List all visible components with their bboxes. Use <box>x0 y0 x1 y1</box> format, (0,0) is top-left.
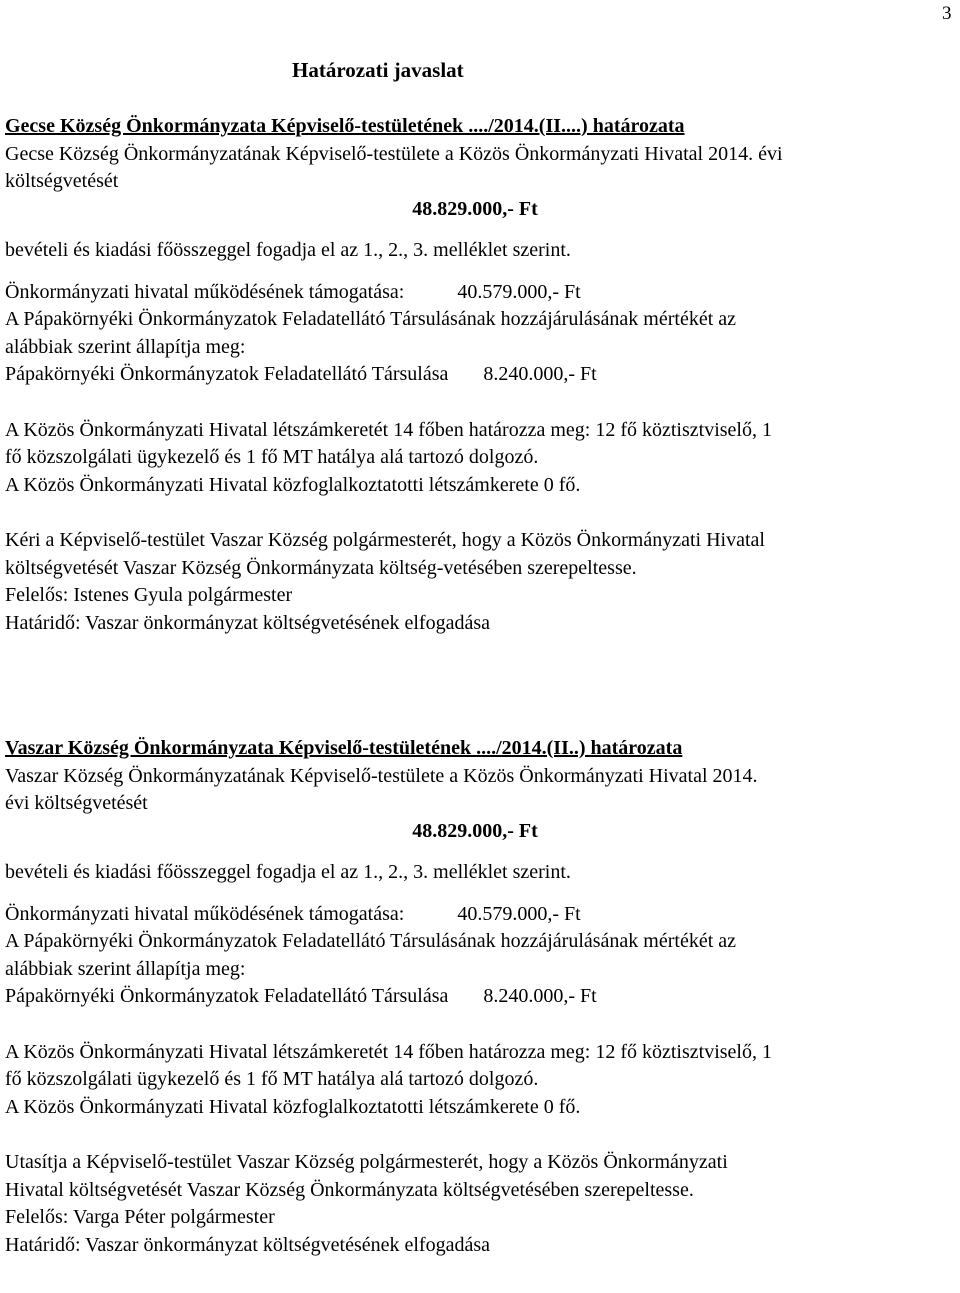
intro-line: költségvetését <box>5 170 119 192</box>
intro-line: Vaszar Község Önkormányzatának Képviselő-testülete a Közös Önkormányzati Hivatal 2014. <box>5 764 758 787</box>
contribution-line: A Pápakörnyéki Önkormányzatok Feladatellátó Társulásának hozzájárulásának mértékét az <box>5 930 737 952</box>
responsible-line: Felelős: Istenes Gyula polgármester <box>5 584 293 606</box>
support-row <box>5 279 955 307</box>
deadline-line: Határidő: Vaszar önkormányzat költségvetésének elfogadása <box>5 1233 490 1256</box>
document-heading: Határozati javaslat <box>292 58 464 82</box>
request-line: Hivatal költségvetését Vaszar Község Önkormányzata költségvetésében szerepeltesse. <box>5 1178 694 1201</box>
revenue-line: bevételi és kiadási főösszeggel fogadja el az 1., 2., 3. melléklet szerint. <box>5 861 571 883</box>
total-amount: 48.829.000,- Ft <box>412 197 538 220</box>
headcount-line: A Közös Önkormányzati Hivatal létszámkeretét 14 főben határozza meg: 12 fő köztisztviselő, 1 <box>5 1040 772 1063</box>
resolution-gecse <box>5 113 955 637</box>
support-label: Önkormányzati hivatal működésének támogatása: <box>5 902 405 925</box>
request-line: Kéri a Képviselő-testület Vaszar Község polgármesterét, hogy a Közös Önkormányzati Hivatal <box>5 529 765 551</box>
spacer <box>5 223 955 237</box>
request-line: Utasítja a Képviselő-testület Vaszar Község polgármesterét, hogy a Közös Önkormányzati <box>5 1151 728 1173</box>
support-amount: 40.579.000,- Ft <box>457 280 581 303</box>
resolution-vaszar <box>5 735 955 1259</box>
spacer <box>5 845 955 859</box>
contribution-line: alábbiak szerint állapítja meg: <box>5 335 246 358</box>
spacer <box>5 389 955 417</box>
association-amount: 8.240.000,- Ft <box>483 985 597 1007</box>
headcount-line: fő közszolgálati ügykezelő és 1 fő MT hatálya alá tartozó dolgozó. <box>5 1068 539 1090</box>
contribution-line: A Pápakörnyéki Önkormányzatok Feladatellátó Társulásának hozzájárulásának mértékét az <box>5 308 737 330</box>
resolution-title: Vaszar Község Önkormányzata Képviselő-testületének ..../2014.(II..) határozata <box>5 737 683 759</box>
spacer <box>5 499 955 527</box>
intro-line: Gecse Község Önkormányzatának Képviselő-testülete a Közös Önkormányzati Hivatal 2014. évi <box>5 142 783 165</box>
spacer <box>5 1011 955 1039</box>
headcount-line: A Közös Önkormányzati Hivatal létszámkeretét 14 főben határozza meg: 12 fő köztisztviselő, 1 <box>5 418 772 441</box>
association-row <box>5 361 955 389</box>
deadline-line: Határidő: Vaszar önkormányzat költségvetésének elfogadása <box>5 611 490 634</box>
support-amount: 40.579.000,- Ft <box>457 902 581 925</box>
spacer <box>5 1121 955 1149</box>
association-row <box>5 983 955 1011</box>
public-work-line: A Közös Önkormányzati Hivatal közfoglalkoztatotti létszámkerete 0 fő. <box>5 473 581 496</box>
resolution-title: Gecse Község Önkormányzata Képviselő-testületének ..../2014.(II....) határozata <box>5 115 685 137</box>
page-number: 3 <box>942 3 952 24</box>
spacer <box>5 887 955 901</box>
association-label: Pápakörnyéki Önkormányzatok Feladatellátó Társulása <box>5 363 449 385</box>
responsible-line: Felelős: Varga Péter polgármester <box>5 1206 275 1228</box>
contribution-line: alábbiak szerint állapítja meg: <box>5 957 246 980</box>
association-label: Pápakörnyéki Önkormányzatok Feladatellátó Társulása <box>5 985 449 1007</box>
support-label: Önkormányzati hivatal működésének támogatása: <box>5 280 405 303</box>
request-line: költségvetését Vaszar Község Önkormányzata költség-vetésében szerepeltesse. <box>5 556 637 579</box>
spacer <box>5 265 955 279</box>
support-row <box>5 901 955 929</box>
headcount-line: fő közszolgálati ügykezelő és 1 fő MT hatálya alá tartozó dolgozó. <box>5 446 539 468</box>
intro-line: évi költségvetését <box>5 792 148 814</box>
total-amount: 48.829.000,- Ft <box>412 819 538 842</box>
revenue-line: bevételi és kiadási főösszeggel fogadja el az 1., 2., 3. melléklet szerint. <box>5 239 571 261</box>
public-work-line: A Közös Önkormányzati Hivatal közfoglalkoztatotti létszámkerete 0 fő. <box>5 1095 581 1118</box>
association-amount: 8.240.000,- Ft <box>483 363 597 385</box>
